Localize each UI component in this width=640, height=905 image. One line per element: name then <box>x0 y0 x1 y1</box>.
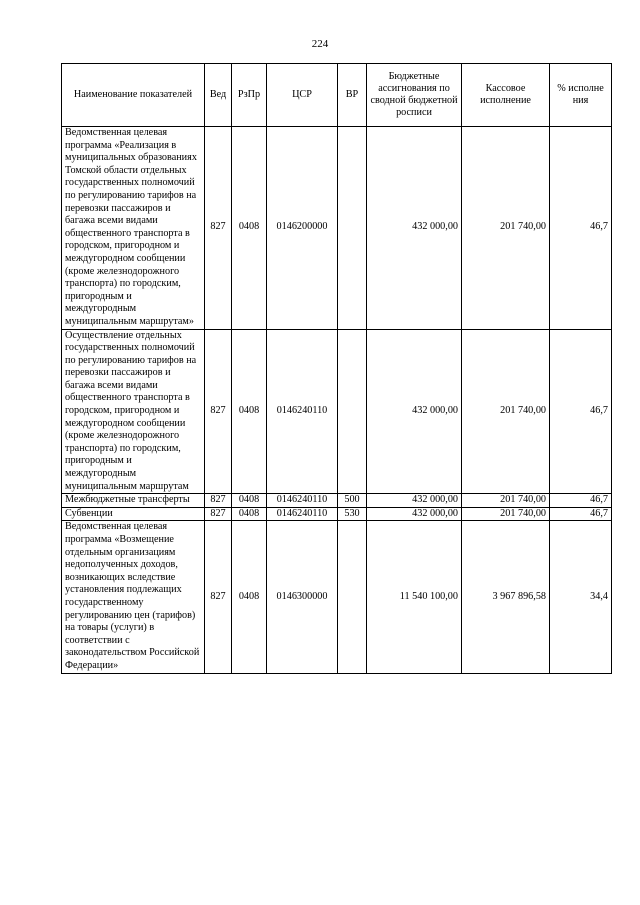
row-vr: 530 <box>338 507 367 521</box>
row-name: Ведомственная целевая программа «Возмещение отдельным организациям недополученных доходов, возникающих вследствие установления подлежащих государственному регулированию цен (тарифов) на товары (услуги) в соответствии с законодательством Российской Федерации» <box>62 521 205 673</box>
row-budget: 432 000,00 <box>367 329 462 494</box>
row-name: Осуществление отдельных государственных полномочий по регулированию тарифов на перевозки пассажиров и багажа всеми видами общественного транспорта в городском, пригородном и междугородном сообщении (кроме железнодорожного транспорта) по городским, пригородным и междугородным муниципальным маршрутам <box>62 329 205 494</box>
row-name: Ведомственная целевая программа «Реализация в муниципальных образованиях Томской области отдельных государственных полномочий по регулированию тарифов на перевозки пассажиров и багажа всеми видами общественного транспорта в городском, пригородном и междугородном сообщении (кроме железнодорожного транспорта) по городским, пригородным и междугородным муниципальным маршрутам» <box>62 127 205 330</box>
header-ved: Вед <box>205 64 232 127</box>
header-percent: % исполне ния <box>550 64 612 127</box>
row-csr: 0146300000 <box>267 521 338 673</box>
table-row <box>62 329 612 494</box>
row-cash: 201 740,00 <box>462 329 550 494</box>
row-ved: 827 <box>205 127 232 330</box>
row-ved: 827 <box>205 521 232 673</box>
header-budget: Бюджетные ассигнования по сводной бюджетной росписи <box>367 64 462 127</box>
row-rzpr: 0408 <box>232 329 267 494</box>
row-cash: 201 740,00 <box>462 127 550 330</box>
row-cash: 201 740,00 <box>462 494 550 508</box>
row-vr <box>338 127 367 330</box>
row-name: Межбюджетные трансферты <box>62 494 205 508</box>
row-percent: 46,7 <box>550 127 612 330</box>
page-number: 224 <box>311 38 329 50</box>
row-ved: 827 <box>205 494 232 508</box>
row-percent: 46,7 <box>550 494 612 508</box>
row-csr: 0146240110 <box>267 507 338 521</box>
row-csr: 0146240110 <box>267 494 338 508</box>
header-vr: ВР <box>338 64 367 127</box>
row-cash: 201 740,00 <box>462 507 550 521</box>
row-percent: 46,7 <box>550 329 612 494</box>
row-csr: 0146240110 <box>267 329 338 494</box>
row-percent: 46,7 <box>550 507 612 521</box>
table-row <box>62 127 612 330</box>
table-row <box>62 507 612 521</box>
row-budget: 432 000,00 <box>367 507 462 521</box>
row-budget: 432 000,00 <box>367 127 462 330</box>
row-ved: 827 <box>205 507 232 521</box>
row-rzpr: 0408 <box>232 507 267 521</box>
row-ved: 827 <box>205 329 232 494</box>
row-cash: 3 967 896,58 <box>462 521 550 673</box>
header-csr: ЦСР <box>267 64 338 127</box>
budget-execution-table <box>61 63 612 674</box>
row-rzpr: 0408 <box>232 521 267 673</box>
row-rzpr: 0408 <box>232 494 267 508</box>
row-name: Субвенции <box>62 507 205 521</box>
table-row <box>62 494 612 508</box>
row-vr: 500 <box>338 494 367 508</box>
row-budget: 11 540 100,00 <box>367 521 462 673</box>
row-csr: 0146200000 <box>267 127 338 330</box>
row-vr <box>338 521 367 673</box>
table-row <box>62 521 612 673</box>
row-budget: 432 000,00 <box>367 494 462 508</box>
row-vr <box>338 329 367 494</box>
table-header-row <box>62 64 612 127</box>
header-name: Наименование показателей <box>62 64 205 127</box>
row-rzpr: 0408 <box>232 127 267 330</box>
header-cash: Кассовое исполнение <box>462 64 550 127</box>
header-rzpr: РзПр <box>232 64 267 127</box>
row-percent: 34,4 <box>550 521 612 673</box>
